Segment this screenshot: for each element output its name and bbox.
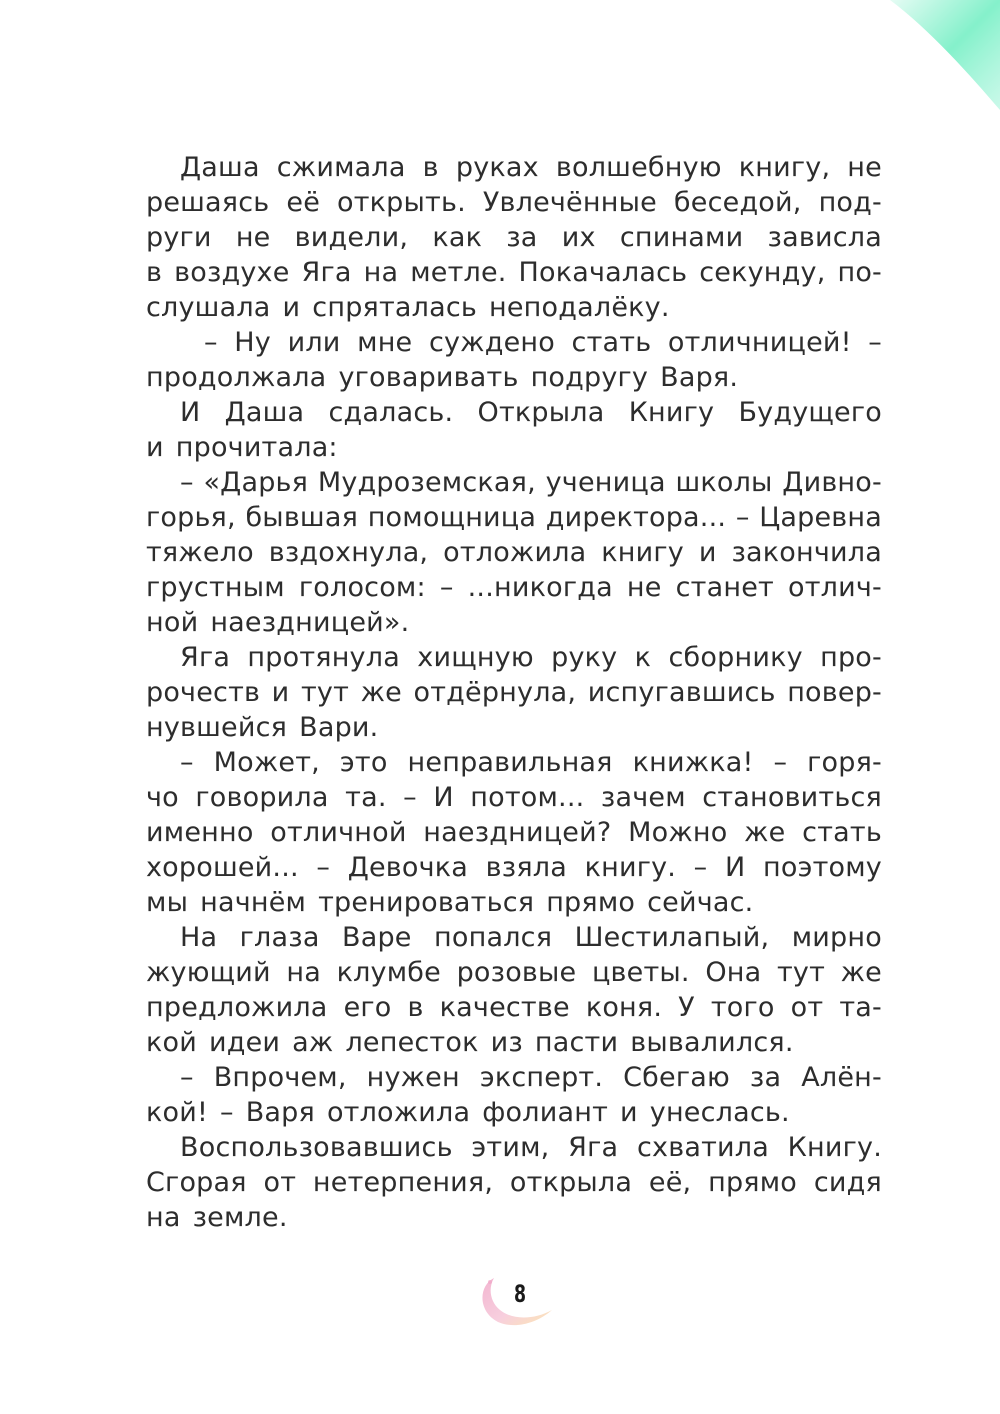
word: и [282,292,301,323]
word: Варя. [660,362,739,393]
word: отлич- [788,572,882,603]
word: на [363,257,399,288]
word: и [620,1097,638,1128]
word: сдалась. [328,397,454,428]
word: тут [300,677,350,708]
word: качестве [439,992,570,1023]
word: мы [146,887,189,918]
word: же [360,677,402,708]
word: повер- [787,677,882,708]
text-line [146,185,882,220]
word: подругу [530,362,649,393]
text-line [146,465,882,500]
word: суждено [428,327,555,358]
word: открыть. [337,187,466,218]
word: Вари. [299,712,379,743]
word: начнём [200,887,307,918]
word: кой [146,1027,197,1058]
word: – [180,1062,194,1093]
word: бывшая [245,502,359,533]
word: Даша [224,397,305,428]
word: про- [820,642,882,673]
word: отличницей! [667,327,852,358]
word: грустным [146,572,285,603]
word: Варе [341,922,412,953]
word: тут [776,957,826,988]
word: зависла [767,222,882,253]
word: У [678,992,695,1023]
word: отложила [326,1097,471,1128]
word: Варя [245,1097,315,1128]
word: розовые [456,957,577,988]
word: горья, [146,502,236,533]
word: и [271,677,290,708]
word: Книгу. [787,1132,882,1163]
word: нувшейся [146,712,288,743]
word: директора... [545,502,727,533]
word: стать [571,327,652,358]
word: сборнику [668,642,803,673]
word: за [749,1062,782,1093]
word: горя- [807,747,882,778]
word: Мудроземская, [317,467,536,498]
word: их [561,222,596,253]
word: руку [551,642,618,673]
word: слушала [146,292,271,323]
word: ...никогда [467,572,613,603]
word: Воспользовавшись [180,1132,453,1163]
text-line [146,1165,882,1200]
word: её [286,187,321,218]
word: сидя [813,1167,882,1198]
text-line [146,570,882,605]
word: схватила [636,1132,769,1163]
word: глаза [239,922,320,953]
word: книгу. [584,852,677,883]
word: – [204,327,218,358]
word: И [724,852,746,883]
word: Можно [628,817,728,848]
corner-decoration [890,0,1000,110]
word: решаясь [146,187,270,218]
word: унеслась. [649,1097,790,1128]
text-line [146,1060,882,1095]
word: продолжала [146,362,327,393]
word: фолиант [482,1097,609,1128]
word: попался [434,922,553,953]
word: говорила [195,782,329,813]
word: Яга [568,1132,619,1163]
word: наездницей? [423,817,612,848]
word: помощница [367,502,537,533]
word: взяла [485,852,567,883]
word: протянула [247,642,400,673]
text-line [146,500,882,535]
text-line [146,1095,882,1130]
word: Может, [213,747,320,778]
word: И [180,397,201,428]
word: – [316,852,331,883]
word: Даша [180,152,260,183]
word: Шестилапый, [574,922,770,953]
word: Увлечённые [482,187,657,218]
text-line [146,885,882,920]
word: по- [837,257,882,288]
word: сейчас. [647,887,754,918]
word: – [180,747,194,778]
word: тренироваться [318,887,535,918]
text-line [146,430,882,465]
word: книгу, [738,152,831,183]
word: неправильная [407,747,613,778]
word: – [735,502,750,533]
word: того [710,992,775,1023]
word: Яга [301,257,352,288]
word: не [847,152,882,183]
word: становиться [702,782,882,813]
word: хорошей... [146,852,299,883]
word: ной [146,607,199,638]
word: Царевна [759,502,882,533]
word: – [773,747,788,778]
word: открыла [509,1167,633,1198]
word: зачем [600,782,686,813]
word: Она [705,957,762,988]
word: неподалёку. [489,292,670,323]
word: это [339,747,388,778]
word: книгу [601,537,684,568]
word: прямо [708,1167,798,1198]
word: от [790,992,824,1023]
word: станет [675,572,774,603]
word: стать [802,817,882,848]
word: земле. [192,1202,288,1233]
word: или [287,327,341,358]
text-line [146,815,882,850]
word: наездницей». [210,607,410,638]
text-line [146,1200,882,1235]
word: На [180,922,218,953]
word: – [220,1097,234,1128]
text-line [146,535,882,570]
page-number-ornament [470,1272,560,1332]
text-line [146,150,882,185]
word: именно [146,817,254,848]
word: спинами [619,222,744,253]
word: цветы. [591,957,690,988]
word: рочеств [146,677,261,708]
word: же [840,957,882,988]
word: эксперт. [479,1062,604,1093]
word: на [286,957,321,988]
word: кой! [146,1097,208,1128]
word: потом... [470,782,585,813]
word: голосом: [298,572,426,603]
word: книжка! [632,747,754,778]
word: тяжело [146,537,254,568]
word: и [698,537,717,568]
word: Ну [234,327,271,358]
word: Дивно- [782,467,882,498]
word: пасти [534,1027,619,1058]
word: в [407,992,424,1023]
word: прочитала: [175,432,338,463]
text-line [146,220,882,255]
word: Книгу [628,397,715,428]
word: «Дарья [203,467,309,498]
word: испугавшись [587,677,776,708]
word: идеи [208,1027,281,1058]
text-line [146,780,882,815]
word: – [180,467,194,498]
word: этим, [471,1132,550,1163]
word: его [343,992,392,1023]
word: в [146,257,163,288]
word: чо [146,782,179,813]
word: сжимала [276,152,406,183]
text-line [146,955,882,990]
text-line [146,710,882,745]
word: вывалился. [630,1027,794,1058]
word: же [744,817,786,848]
word: ученица [545,467,666,498]
word: метле. [410,257,507,288]
word: за [506,222,538,253]
word: жующий [146,957,271,988]
word: коня. [585,992,663,1023]
word: Сбегаю [623,1062,730,1093]
word: та- [839,992,882,1023]
text-line [146,675,882,710]
word: Открыла [477,397,605,428]
word: Впрочем, [213,1062,347,1093]
word: на [146,1202,181,1233]
word: видели, [294,222,409,253]
word: волшебную [555,152,722,183]
text-line [146,745,882,780]
word: отложила [443,537,587,568]
text-line [146,360,882,395]
word: вздохнула, [268,537,429,568]
word: от [263,1167,297,1198]
word: – [439,572,454,603]
word: Яга [180,642,231,673]
word: лепесток [345,1027,479,1058]
word: беседой, [673,187,802,218]
word: Будущего [738,397,882,428]
text-line [146,290,882,325]
word: руги [146,222,212,253]
text-line [146,640,882,675]
word: из [490,1027,523,1058]
word: клумбе [336,957,441,988]
text-line [146,1130,882,1165]
word: не [235,222,271,253]
word: Алён- [801,1062,882,1093]
word: и [146,432,164,463]
word: в [422,152,439,183]
word: Покачалась [518,257,688,288]
text-line [146,990,882,1025]
word: не [626,572,662,603]
word: воздухе [174,257,290,288]
word: И [433,782,454,813]
word: секунду, [699,257,826,288]
word: уговаривать [338,362,519,393]
word: Девочка [347,852,469,883]
word: Сгорая [146,1167,247,1198]
word: прямо [546,887,636,918]
text-line [146,1025,882,1060]
page-number: 8 [513,1280,527,1308]
word: – [868,327,882,358]
word: хищную [417,642,534,673]
word: школы [675,467,773,498]
word: к [634,642,652,673]
word: нетерпения, [312,1167,494,1198]
text-line [146,325,882,360]
text-line [146,920,882,955]
word: та. [345,782,387,813]
word: отличной [270,817,407,848]
text-line [146,850,882,885]
word: предложила [146,992,328,1023]
body-text [146,150,882,1235]
word: – [403,782,417,813]
word: нужен [366,1062,460,1093]
word: под- [818,187,882,218]
word: руках [455,152,539,183]
word: закончила [731,537,882,568]
word: её, [648,1167,692,1198]
word: аж [292,1027,334,1058]
text-line [146,605,882,640]
word: мне [357,327,413,358]
word: спряталась [312,292,478,323]
text-line [146,395,882,430]
word: поэтому [763,852,882,883]
word: мирно [791,922,882,953]
word: отдёрнула, [413,677,577,708]
text-line [146,255,882,290]
word: как [432,222,483,253]
word: – [693,852,708,883]
